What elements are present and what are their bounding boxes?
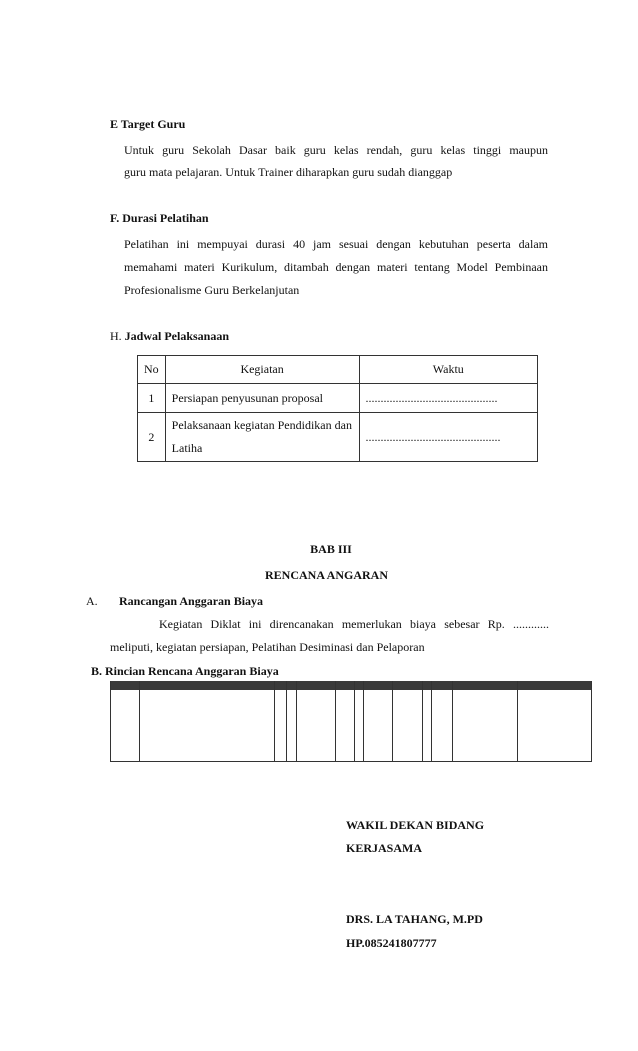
- section-a-heading: Rancangan Anggaran Biaya: [119, 594, 264, 608]
- table-row: [138, 384, 538, 413]
- signature-phone: HP.085241807777: [346, 936, 437, 950]
- header-kegiatan: Kegiatan: [165, 356, 359, 384]
- budget-column-divider: [591, 681, 592, 761]
- row-kegiatan: Persiapan penyusunan proposal: [165, 384, 359, 413]
- row-kegiatan: [165, 413, 359, 462]
- header-no: No: [138, 356, 166, 384]
- bab-subtitle: RENCANA ANGARAN: [265, 568, 389, 582]
- section-e-line-2: guru mata pelajaran. Untuk Trainer diharapkan guru sudah dianggap: [124, 165, 453, 179]
- section-h-heading: [110, 329, 229, 344]
- section-h-prefix: H.: [110, 329, 122, 343]
- row-waktu: .............................................: [359, 413, 537, 462]
- row-kegiatan-line-1: Pelaksanaan kegiatan Pendidikan dan: [171, 418, 352, 432]
- signature-title-line-1: WAKIL DEKAN BIDANG: [346, 818, 485, 832]
- budget-column-divider: [392, 681, 393, 761]
- budget-column-divider: [354, 681, 355, 761]
- schedule-header-row: [138, 356, 538, 384]
- budget-column-divider: [452, 681, 453, 761]
- schedule-table: [137, 355, 538, 462]
- section-f-line-1: Pelatihan ini mempuyai durasi 40 jam sesuai dengan kebutuhan peserta dalam: [124, 237, 548, 251]
- section-b-heading: B. Rincian Rencana Anggaran Biaya: [91, 664, 279, 678]
- budget-column-divider: [431, 681, 432, 761]
- bab-title: BAB III: [310, 542, 352, 556]
- section-f-heading: F. Durasi Pelatihan: [110, 211, 209, 225]
- row-kegiatan-line-2: Latiha: [171, 441, 203, 455]
- signature-name: DRS. LA TAHANG, M.PD: [346, 912, 483, 926]
- budget-column-divider: [517, 681, 518, 761]
- budget-column-divider: [139, 681, 140, 761]
- section-f-line-3: Profesionalisme Guru Berkelanjutan: [124, 283, 300, 297]
- section-f-line-2: memahami materi Kurikulum, ditambah dengan materi tentang Model Pembinaan: [124, 260, 548, 274]
- budget-column-divider: [335, 681, 336, 761]
- budget-table: [110, 681, 592, 762]
- budget-column-divider: [286, 681, 287, 761]
- budget-table-header: [110, 681, 592, 690]
- header-waktu: Waktu: [359, 356, 537, 384]
- row-no: 1: [138, 384, 166, 413]
- section-a-letter: A.: [86, 594, 98, 608]
- section-a-line-2: meliputi, kegiatan persiapan, Pelatihan Desiminasi dan Pelaporan: [110, 640, 425, 654]
- budget-column-divider: [296, 681, 297, 761]
- section-e-line-1: Untuk guru Sekolah Dasar baik guru kelas rendah, guru kelas tinggi maupun: [124, 143, 548, 157]
- budget-column-divider: [274, 681, 275, 761]
- section-e-heading: E Target Guru: [110, 117, 186, 131]
- section-a-line-1: Kegiatan Diklat ini direncanakan memerlukan biaya sebesar Rp. ............: [159, 617, 549, 631]
- budget-column-divider: [110, 681, 111, 761]
- row-no: 2: [138, 413, 166, 462]
- budget-column-divider: [363, 681, 364, 761]
- row-waktu: ............................................: [359, 384, 537, 413]
- section-h-title: Jadwal Pelaksanaan: [124, 329, 230, 343]
- budget-column-divider: [422, 681, 423, 761]
- signature-title-line-2: KERJASAMA: [346, 841, 423, 855]
- table-row: [138, 413, 538, 462]
